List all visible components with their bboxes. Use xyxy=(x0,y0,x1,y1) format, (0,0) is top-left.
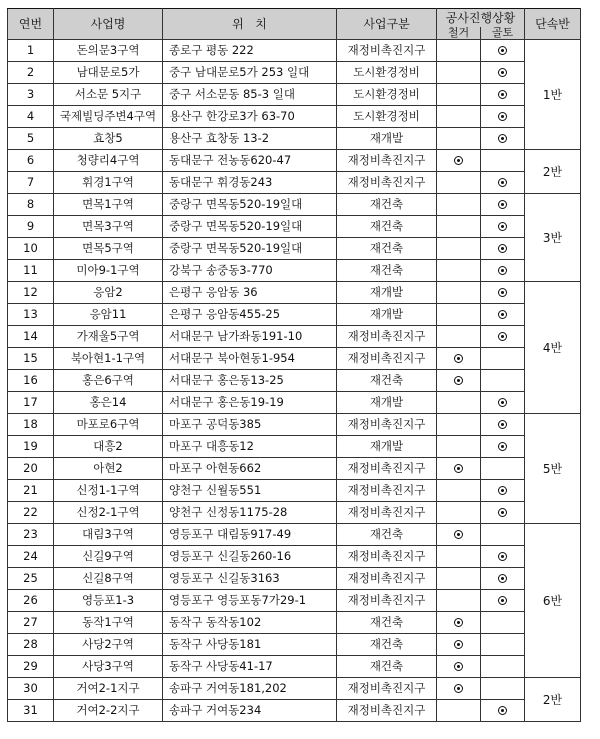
project-type: 재정비촉진지구 xyxy=(337,39,437,61)
project-type: 재건축 xyxy=(337,523,437,545)
framing-cell xyxy=(481,501,525,523)
enforcement-team-cell: 3반 xyxy=(525,193,581,281)
demolition-cell xyxy=(437,105,481,127)
row-number: 6 xyxy=(8,149,54,171)
table-row xyxy=(8,369,581,391)
demolition-cell xyxy=(437,677,481,699)
enforcement-team-cell: 2반 xyxy=(525,677,581,721)
table-row xyxy=(8,413,581,435)
project-type: 재정비촉진지구 xyxy=(337,325,437,347)
header-name: 사업명 xyxy=(54,9,163,40)
table-row xyxy=(8,523,581,545)
enforcement-team-cell: 1반 xyxy=(525,39,581,149)
progress-mark-icon xyxy=(498,398,507,407)
progress-mark-icon xyxy=(454,640,463,649)
progress-mark-icon xyxy=(498,288,507,297)
demolition-cell xyxy=(437,435,481,457)
project-name: 응암2 xyxy=(54,281,163,303)
project-type: 재정비촉진지구 xyxy=(337,413,437,435)
framing-cell xyxy=(481,413,525,435)
project-location: 마포구 공덕동385 xyxy=(163,413,337,435)
table-row xyxy=(8,611,581,633)
demolition-cell xyxy=(437,39,481,61)
table-row xyxy=(8,303,581,325)
framing-cell xyxy=(481,127,525,149)
progress-mark-icon xyxy=(454,530,463,539)
table-row xyxy=(8,545,581,567)
framing-cell xyxy=(481,545,525,567)
header-framing: 골토 xyxy=(481,27,525,40)
framing-cell xyxy=(481,325,525,347)
demolition-cell xyxy=(437,259,481,281)
project-name: 미아9-1구역 xyxy=(54,259,163,281)
progress-mark-icon xyxy=(454,662,463,671)
project-type: 재개발 xyxy=(337,435,437,457)
project-location: 동작구 사당동41-17 xyxy=(163,655,337,677)
project-name: 신정2-1구역 xyxy=(54,501,163,523)
framing-cell xyxy=(481,655,525,677)
project-type: 재정비촉진지구 xyxy=(337,677,437,699)
progress-mark-icon xyxy=(454,376,463,385)
project-location: 은평구 응암동455-25 xyxy=(163,303,337,325)
row-number: 29 xyxy=(8,655,54,677)
project-type: 재개발 xyxy=(337,127,437,149)
table-row xyxy=(8,347,581,369)
row-number: 27 xyxy=(8,611,54,633)
progress-mark-icon xyxy=(498,574,507,583)
row-number: 11 xyxy=(8,259,54,281)
progress-mark-icon xyxy=(498,706,507,715)
framing-cell xyxy=(481,589,525,611)
row-number: 22 xyxy=(8,501,54,523)
demolition-cell xyxy=(437,567,481,589)
progress-mark-icon xyxy=(454,464,463,473)
table-row xyxy=(8,325,581,347)
project-location: 영등포구 신길동260-16 xyxy=(163,545,337,567)
progress-mark-icon xyxy=(454,354,463,363)
enforcement-team-cell: 2반 xyxy=(525,149,581,193)
project-name: 청량리4구역 xyxy=(54,149,163,171)
row-number: 14 xyxy=(8,325,54,347)
table-row xyxy=(8,215,581,237)
project-type: 재건축 xyxy=(337,237,437,259)
project-name: 홍은14 xyxy=(54,391,163,413)
table-body xyxy=(8,39,581,721)
enforcement-team-cell: 4반 xyxy=(525,281,581,413)
project-location: 은평구 응암동 36 xyxy=(163,281,337,303)
redevelopment-status-table xyxy=(7,8,581,722)
progress-mark-icon xyxy=(498,596,507,605)
progress-mark-icon xyxy=(454,618,463,627)
header-team: 단속반 xyxy=(525,9,581,40)
project-location: 영등포구 영등포동7가29-1 xyxy=(163,589,337,611)
project-type: 재정비촉진지구 xyxy=(337,589,437,611)
project-location: 용산구 효창동 13-2 xyxy=(163,127,337,149)
project-type: 재건축 xyxy=(337,215,437,237)
row-number: 4 xyxy=(8,105,54,127)
framing-cell xyxy=(481,281,525,303)
progress-mark-icon xyxy=(498,200,507,209)
project-type: 재정비촉진지구 xyxy=(337,545,437,567)
progress-mark-icon xyxy=(454,156,463,165)
row-number: 15 xyxy=(8,347,54,369)
row-number: 20 xyxy=(8,457,54,479)
table-row xyxy=(8,281,581,303)
framing-cell xyxy=(481,39,525,61)
progress-mark-icon xyxy=(454,684,463,693)
project-location: 동대문구 휘경동243 xyxy=(163,171,337,193)
project-location: 서대문구 북아현동1-954 xyxy=(163,347,337,369)
project-location: 양천구 신월동551 xyxy=(163,479,337,501)
demolition-cell xyxy=(437,699,481,721)
table-row xyxy=(8,171,581,193)
framing-cell xyxy=(481,523,525,545)
demolition-cell xyxy=(437,149,481,171)
demolition-cell xyxy=(437,127,481,149)
demolition-cell xyxy=(437,501,481,523)
project-name: 효창5 xyxy=(54,127,163,149)
project-name: 아현2 xyxy=(54,457,163,479)
project-type: 재건축 xyxy=(337,633,437,655)
progress-mark-icon xyxy=(498,90,507,99)
framing-cell xyxy=(481,215,525,237)
project-location: 중구 서소문동 85-3 일대 xyxy=(163,83,337,105)
project-name: 신길8구역 xyxy=(54,567,163,589)
framing-cell xyxy=(481,611,525,633)
project-location: 서대문구 홍은동19-19 xyxy=(163,391,337,413)
project-location: 중랑구 면목동520-19일대 xyxy=(163,215,337,237)
project-type: 재정비촉진지구 xyxy=(337,567,437,589)
framing-cell xyxy=(481,677,525,699)
row-number: 26 xyxy=(8,589,54,611)
framing-cell xyxy=(481,259,525,281)
row-number: 3 xyxy=(8,83,54,105)
project-location: 송파구 거여동181,202 xyxy=(163,677,337,699)
project-name: 신정1-1구역 xyxy=(54,479,163,501)
project-location: 중랑구 면목동520-19일대 xyxy=(163,193,337,215)
project-location: 양천구 신정동1175-28 xyxy=(163,501,337,523)
table-row xyxy=(8,127,581,149)
project-location: 중구 남대문로5가 253 일대 xyxy=(163,61,337,83)
header-status: 공사진행상황 xyxy=(437,9,525,27)
progress-mark-icon xyxy=(498,442,507,451)
progress-mark-icon xyxy=(498,420,507,429)
table-row xyxy=(8,655,581,677)
row-number: 1 xyxy=(8,39,54,61)
project-location: 종로구 평동 222 xyxy=(163,39,337,61)
project-type: 재건축 xyxy=(337,369,437,391)
framing-cell xyxy=(481,237,525,259)
progress-mark-icon xyxy=(498,178,507,187)
progress-mark-icon xyxy=(498,508,507,517)
row-number: 7 xyxy=(8,171,54,193)
project-location: 영등포구 신길동3163 xyxy=(163,567,337,589)
project-name: 면목5구역 xyxy=(54,237,163,259)
project-type: 도시환경정비 xyxy=(337,61,437,83)
project-type: 재정비촉진지구 xyxy=(337,171,437,193)
row-number: 12 xyxy=(8,281,54,303)
project-name: 영등포1-3 xyxy=(54,589,163,611)
row-number: 31 xyxy=(8,699,54,721)
row-number: 10 xyxy=(8,237,54,259)
framing-cell xyxy=(481,149,525,171)
row-number: 23 xyxy=(8,523,54,545)
demolition-cell xyxy=(437,61,481,83)
progress-mark-icon xyxy=(498,68,507,77)
project-type: 도시환경정비 xyxy=(337,83,437,105)
demolition-cell xyxy=(437,347,481,369)
row-number: 19 xyxy=(8,435,54,457)
demolition-cell xyxy=(437,237,481,259)
demolition-cell xyxy=(437,633,481,655)
project-name: 돈의문3구역 xyxy=(54,39,163,61)
progress-mark-icon xyxy=(498,332,507,341)
row-number: 8 xyxy=(8,193,54,215)
table-row xyxy=(8,567,581,589)
framing-cell xyxy=(481,105,525,127)
demolition-cell xyxy=(437,391,481,413)
header-location: 위 치 xyxy=(163,9,337,40)
demolition-cell xyxy=(437,193,481,215)
demolition-cell xyxy=(437,413,481,435)
demolition-cell xyxy=(437,523,481,545)
project-type: 재건축 xyxy=(337,259,437,281)
project-type: 재건축 xyxy=(337,193,437,215)
table-row xyxy=(8,699,581,721)
project-location: 마포구 아현동662 xyxy=(163,457,337,479)
project-name: 마포로6구역 xyxy=(54,413,163,435)
progress-mark-icon xyxy=(498,222,507,231)
demolition-cell xyxy=(437,457,481,479)
progress-mark-icon xyxy=(498,266,507,275)
project-location: 동작구 동작동102 xyxy=(163,611,337,633)
framing-cell xyxy=(481,347,525,369)
framing-cell xyxy=(481,435,525,457)
progress-mark-icon xyxy=(498,486,507,495)
demolition-cell xyxy=(437,545,481,567)
project-location: 송파구 거여동234 xyxy=(163,699,337,721)
table-row xyxy=(8,237,581,259)
project-name: 홍은6구역 xyxy=(54,369,163,391)
row-number: 28 xyxy=(8,633,54,655)
row-number: 2 xyxy=(8,61,54,83)
demolition-cell xyxy=(437,171,481,193)
table-row xyxy=(8,677,581,699)
progress-mark-icon xyxy=(498,244,507,253)
framing-cell xyxy=(481,699,525,721)
table-row xyxy=(8,149,581,171)
project-name: 거여2-2지구 xyxy=(54,699,163,721)
table-row xyxy=(8,435,581,457)
table-row xyxy=(8,39,581,61)
project-location: 강북구 송중동3-770 xyxy=(163,259,337,281)
framing-cell xyxy=(481,171,525,193)
table-header xyxy=(8,9,581,40)
row-number: 30 xyxy=(8,677,54,699)
project-name: 북아현1-1구역 xyxy=(54,347,163,369)
row-number: 18 xyxy=(8,413,54,435)
project-name: 사당3구역 xyxy=(54,655,163,677)
table-row xyxy=(8,589,581,611)
table-row xyxy=(8,105,581,127)
progress-mark-icon xyxy=(498,46,507,55)
demolition-cell xyxy=(437,655,481,677)
header-demolition: 철거 xyxy=(437,27,481,40)
demolition-cell xyxy=(437,83,481,105)
table-row xyxy=(8,501,581,523)
row-number: 17 xyxy=(8,391,54,413)
framing-cell xyxy=(481,303,525,325)
framing-cell xyxy=(481,369,525,391)
project-type: 재건축 xyxy=(337,655,437,677)
row-number: 5 xyxy=(8,127,54,149)
table-row xyxy=(8,61,581,83)
project-name: 면목1구역 xyxy=(54,193,163,215)
project-type: 재정비촉진지구 xyxy=(337,479,437,501)
progress-mark-icon xyxy=(498,310,507,319)
progress-mark-icon xyxy=(498,112,507,121)
table-row xyxy=(8,457,581,479)
framing-cell xyxy=(481,193,525,215)
row-number: 16 xyxy=(8,369,54,391)
project-name: 서소문 5지구 xyxy=(54,83,163,105)
project-location: 영등포구 대림동917-49 xyxy=(163,523,337,545)
table-row xyxy=(8,83,581,105)
table-row xyxy=(8,259,581,281)
project-name: 면목3구역 xyxy=(54,215,163,237)
project-location: 동작구 사당동181 xyxy=(163,633,337,655)
project-name: 신길9구역 xyxy=(54,545,163,567)
project-location: 서대문구 홍은동13-25 xyxy=(163,369,337,391)
table-row xyxy=(8,193,581,215)
demolition-cell xyxy=(437,215,481,237)
demolition-cell xyxy=(437,369,481,391)
progress-mark-icon xyxy=(498,552,507,561)
demolition-cell xyxy=(437,281,481,303)
row-number: 21 xyxy=(8,479,54,501)
project-name: 남대문로5가 xyxy=(54,61,163,83)
project-name: 휘경1구역 xyxy=(54,171,163,193)
framing-cell xyxy=(481,457,525,479)
enforcement-team-cell: 5반 xyxy=(525,413,581,523)
framing-cell xyxy=(481,633,525,655)
project-location: 용산구 한강로3가 63-70 xyxy=(163,105,337,127)
row-number: 9 xyxy=(8,215,54,237)
project-location: 마포구 대흥동12 xyxy=(163,435,337,457)
project-name: 동작1구역 xyxy=(54,611,163,633)
project-type: 재건축 xyxy=(337,611,437,633)
project-type: 재개발 xyxy=(337,391,437,413)
framing-cell xyxy=(481,61,525,83)
project-name: 가재울5구역 xyxy=(54,325,163,347)
project-name: 사당2구역 xyxy=(54,633,163,655)
demolition-cell xyxy=(437,611,481,633)
progress-mark-icon xyxy=(498,134,507,143)
framing-cell xyxy=(481,391,525,413)
header-no: 연번 xyxy=(8,9,54,40)
enforcement-team-cell: 6반 xyxy=(525,523,581,677)
project-type: 재정비촉진지구 xyxy=(337,501,437,523)
row-number: 13 xyxy=(8,303,54,325)
framing-cell xyxy=(481,479,525,501)
demolition-cell xyxy=(437,479,481,501)
header-type: 사업구분 xyxy=(337,9,437,40)
row-number: 24 xyxy=(8,545,54,567)
project-name: 대흥2 xyxy=(54,435,163,457)
table-row xyxy=(8,633,581,655)
project-name: 대림3구역 xyxy=(54,523,163,545)
row-number: 25 xyxy=(8,567,54,589)
project-name: 국제빌딩주변4구역 xyxy=(54,105,163,127)
project-type: 재개발 xyxy=(337,281,437,303)
redevelopment-table-wrapper xyxy=(7,8,581,722)
demolition-cell xyxy=(437,325,481,347)
project-location: 중랑구 면목동520-19일대 xyxy=(163,237,337,259)
project-name: 거여2-1지구 xyxy=(54,677,163,699)
project-type: 도시환경정비 xyxy=(337,105,437,127)
project-location: 서대문구 남가좌동191-10 xyxy=(163,325,337,347)
project-type: 재정비촉진지구 xyxy=(337,457,437,479)
project-type: 재정비촉진지구 xyxy=(337,347,437,369)
framing-cell xyxy=(481,567,525,589)
framing-cell xyxy=(481,83,525,105)
project-location: 동대문구 전농동620-47 xyxy=(163,149,337,171)
project-type: 재정비촉진지구 xyxy=(337,699,437,721)
demolition-cell xyxy=(437,589,481,611)
table-row xyxy=(8,391,581,413)
project-name: 응암11 xyxy=(54,303,163,325)
demolition-cell xyxy=(437,303,481,325)
table-row xyxy=(8,479,581,501)
project-type: 재개발 xyxy=(337,303,437,325)
project-type: 재정비촉진지구 xyxy=(337,149,437,171)
